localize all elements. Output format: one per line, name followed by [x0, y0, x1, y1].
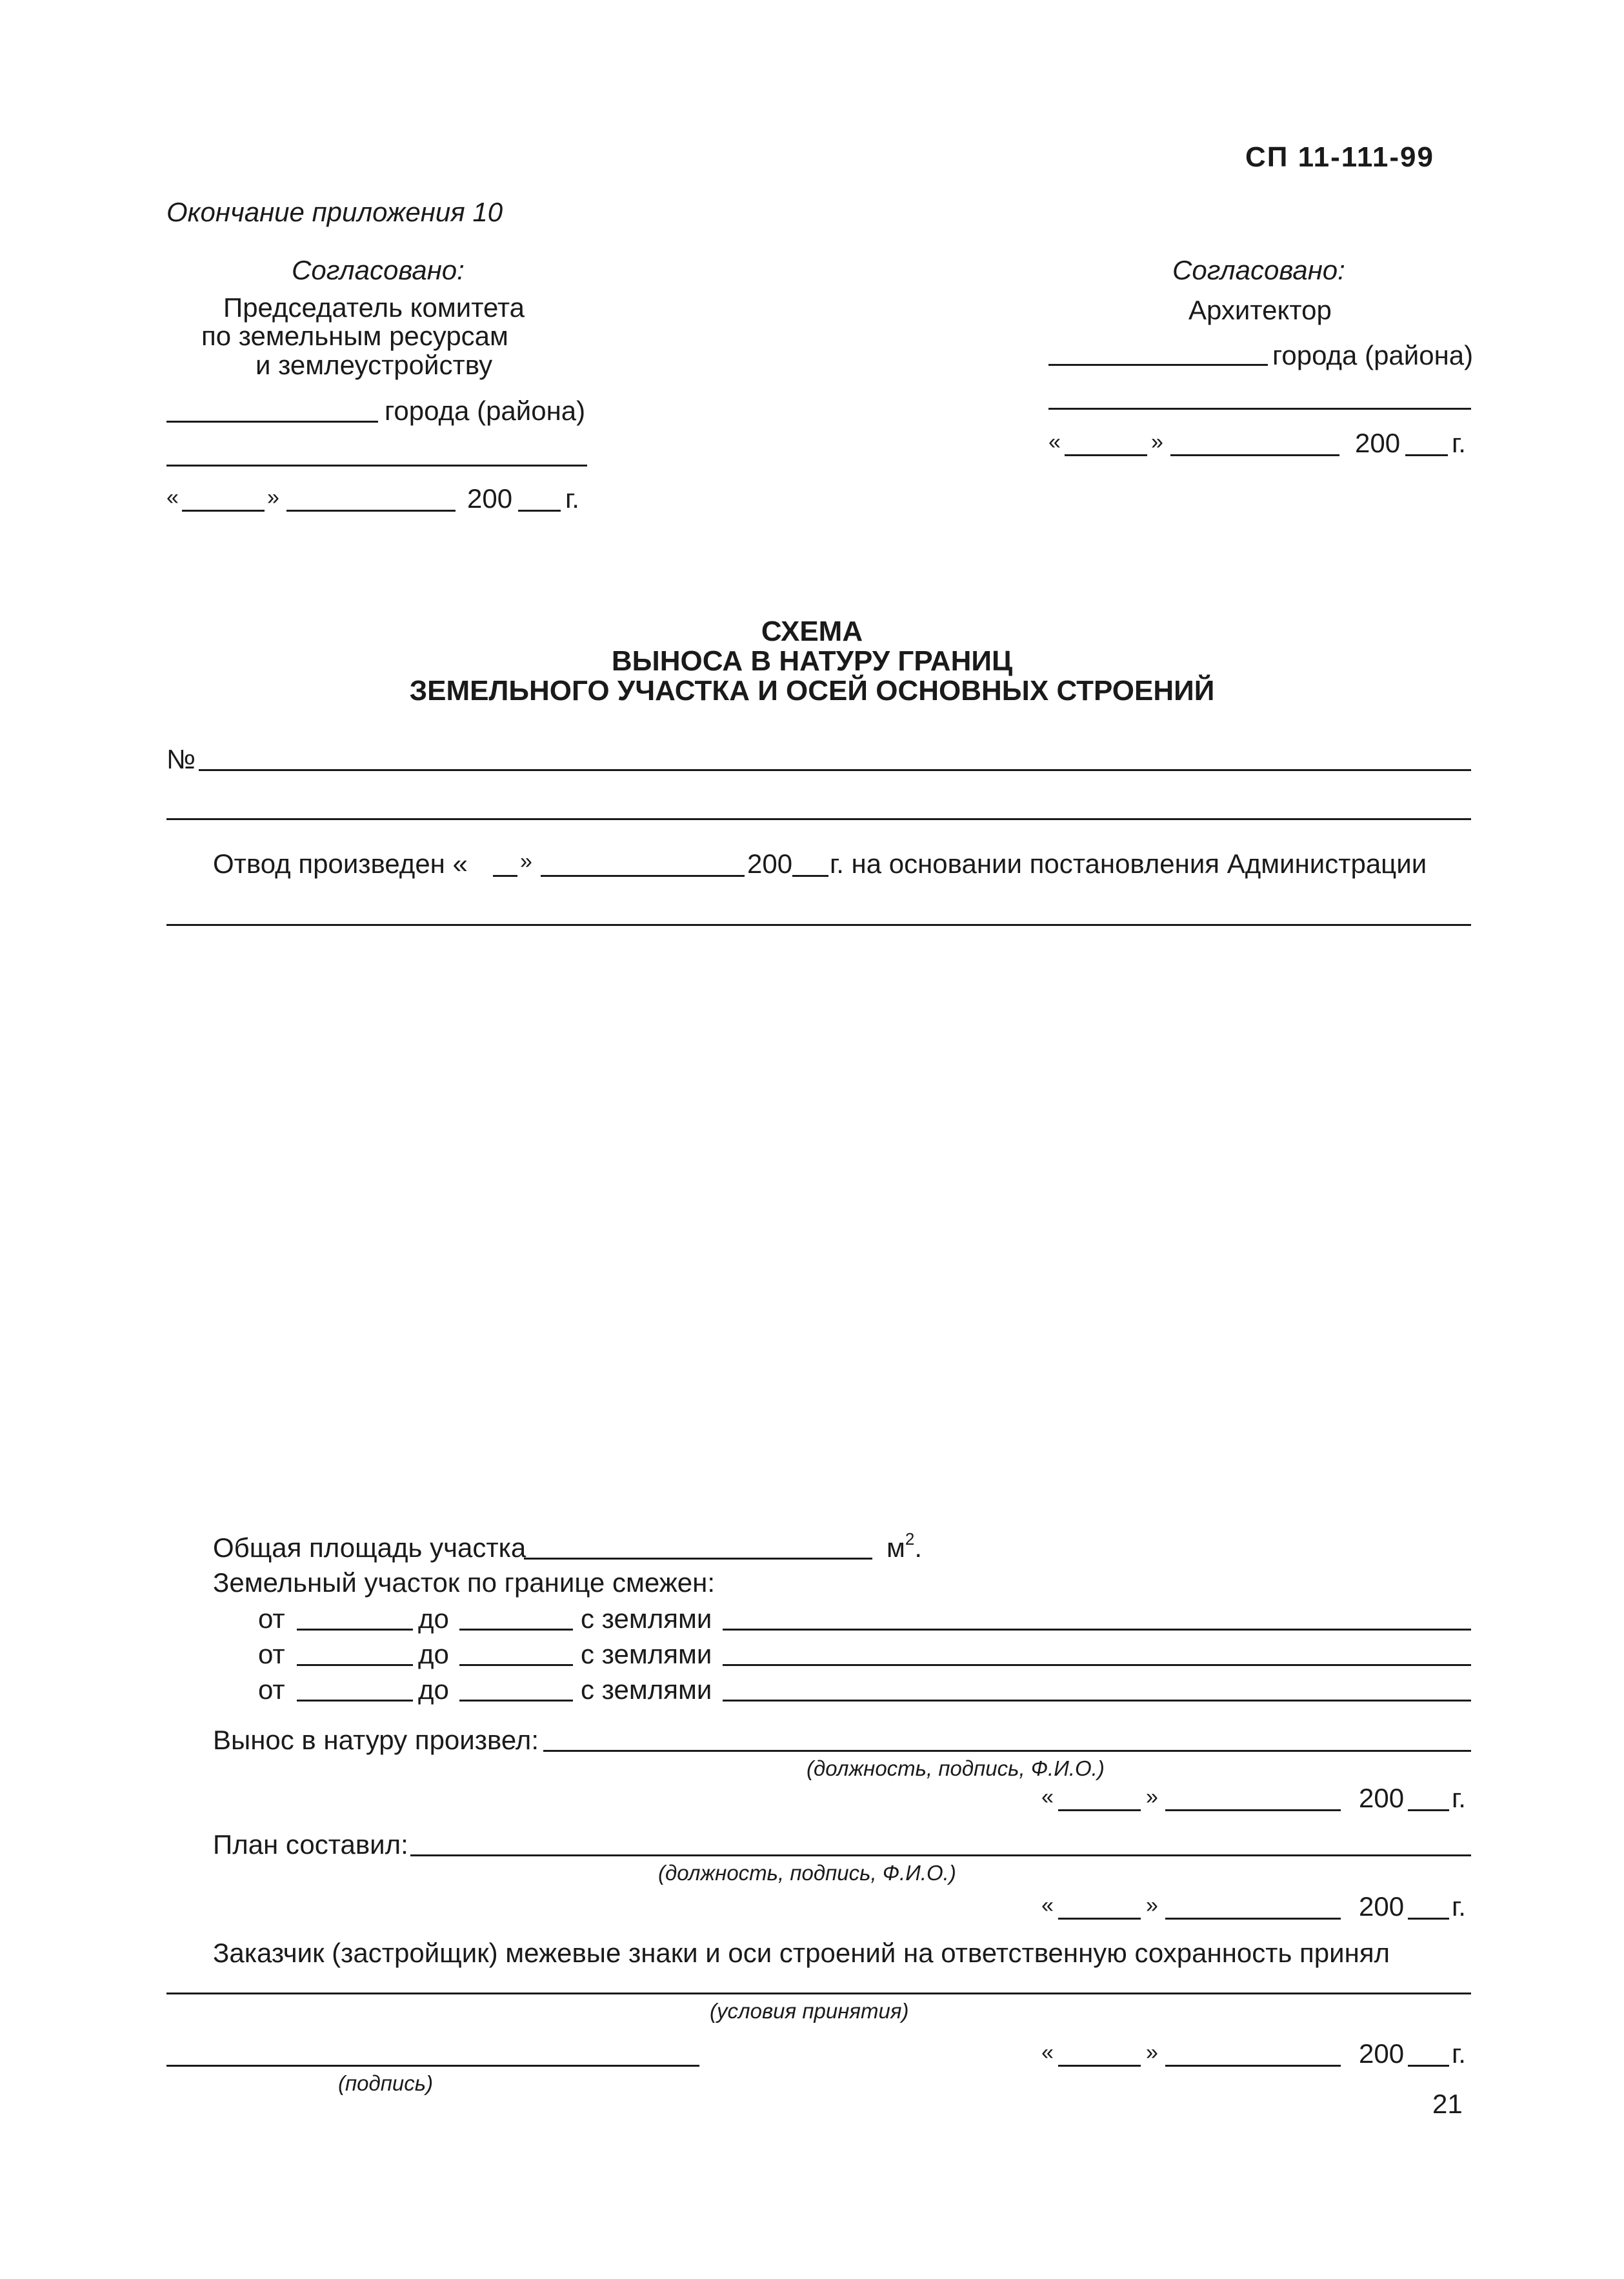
conditions-caption: (условия принятия) [710, 1999, 909, 2023]
signature-line [166, 465, 587, 467]
agreed-label: Согласовано: [1172, 255, 1345, 285]
plan-caption: (должность, подпись, Ф.И.О.) [658, 1861, 956, 1885]
staking-label: Вынос в натуру произвел: [213, 1725, 539, 1755]
with-lands-label: с землями [581, 1603, 712, 1634]
plan-signature-line [410, 1854, 1471, 1856]
signature-line [1048, 408, 1471, 410]
year-suffix: г. [1452, 1783, 1466, 1813]
from-line [297, 1629, 413, 1631]
year-suffix: г. [565, 483, 579, 514]
allotment-prefix: Отвод произведен « [213, 848, 468, 879]
scheme-drawing-area [166, 949, 1471, 1510]
month-line [286, 510, 456, 512]
with-lands-label: с землями [581, 1639, 712, 1669]
allotment-suffix: г. на основании постановления Администрации [830, 848, 1427, 879]
appendix-note: Окончание приложения 10 [166, 197, 503, 227]
document-code: СП 11-111-99 [1245, 141, 1434, 173]
to-label: до [418, 1674, 449, 1705]
to-line [459, 1629, 573, 1631]
staking-signature-line [543, 1750, 1471, 1752]
lands-line [723, 1700, 1471, 1702]
city-name-line [166, 421, 378, 423]
lands-line [723, 1664, 1471, 1666]
year-prefix: 200 [1355, 428, 1401, 458]
lands-line [723, 1629, 1471, 1631]
conditions-line [166, 1993, 1471, 1994]
plan-label: План составил: [213, 1829, 408, 1860]
day-line [1065, 454, 1147, 456]
number-label: № [166, 744, 196, 774]
allotment-year-line [792, 875, 828, 877]
year-line [518, 510, 561, 512]
with-lands-label: с землями [581, 1674, 712, 1705]
position-line: по земельным ресурсам [201, 321, 508, 351]
month-line [1165, 2065, 1341, 2067]
to-label: до [418, 1603, 449, 1634]
from-line [297, 1700, 413, 1702]
year-line [1405, 454, 1448, 456]
date-close-quote: » [1146, 2040, 1158, 2065]
adjacent-heading: Земельный участок по границе смежен: [213, 1567, 716, 1598]
date-close-quote: » [1146, 1893, 1158, 1918]
city-name-line [1048, 364, 1268, 366]
date-close-quote: » [1151, 430, 1163, 454]
position-line: и землеустройству [256, 350, 493, 380]
customer-statement: Заказчик (застройщик) межевые знаки и оси строений на ответственную сохранность принял [213, 1938, 1390, 1968]
date-open-quote: « [1041, 2040, 1054, 2065]
date-open-quote: « [1041, 1785, 1054, 1809]
to-label: до [418, 1639, 449, 1669]
from-label: от [258, 1674, 285, 1705]
date-close-quote: » [1146, 1785, 1158, 1809]
date-open-quote: « [166, 485, 179, 510]
title-line: ЗЕМЕЛЬНОГО УЧАСТКА И ОСЕЙ ОСНОВНЫХ СТРОЕНИЙ [409, 675, 1215, 707]
customer-signature-line [166, 2065, 699, 2067]
year-suffix: г. [1452, 1891, 1466, 1922]
date-open-quote: « [1048, 430, 1061, 454]
to-line [459, 1664, 573, 1666]
from-line [297, 1664, 413, 1666]
from-label: от [258, 1603, 285, 1634]
title-line: СХЕМА [761, 616, 863, 647]
area-unit [887, 1529, 923, 1563]
month-line [1165, 1918, 1341, 1920]
day-line [182, 510, 265, 512]
staking-caption: (должность, подпись, Ф.И.О.) [807, 1756, 1105, 1780]
year-suffix: г. [1452, 2038, 1466, 2069]
city-label: города (района) [385, 396, 586, 426]
year-prefix: 200 [1359, 1783, 1405, 1813]
allotment-day-line [493, 875, 517, 877]
year-line [1408, 2065, 1449, 2067]
page-number: 21 [1432, 2089, 1463, 2119]
year-prefix: 200 [1359, 2038, 1405, 2069]
year-prefix: 200 [467, 483, 513, 514]
from-label: от [258, 1639, 285, 1669]
allotment-continuation-line [166, 924, 1471, 926]
position-line: Председатель комитета [223, 292, 525, 323]
allotment-close-quote: » [520, 849, 532, 874]
area-label: Общая площадь участка [213, 1532, 526, 1563]
year-line [1408, 1918, 1449, 1920]
area-unit-end: . [914, 1532, 923, 1563]
agreed-label: Согласовано: [292, 255, 465, 285]
month-line [1165, 1809, 1341, 1811]
position-line: Архитектор [1188, 295, 1332, 325]
number-continuation-line [166, 818, 1471, 820]
year-suffix: г. [1452, 428, 1466, 458]
date-close-quote: » [267, 485, 279, 510]
day-line [1058, 2065, 1141, 2067]
day-line [1058, 1918, 1141, 1920]
allotment-month-line [541, 875, 745, 877]
allotment-year-prefix: 200 [747, 848, 793, 879]
number-line [199, 769, 1471, 771]
day-line [1058, 1809, 1141, 1811]
area-unit-power: 2 [905, 1529, 915, 1549]
document-title [0, 617, 1624, 706]
year-prefix: 200 [1359, 1891, 1405, 1922]
area-unit-base: м [887, 1532, 905, 1563]
month-line [1170, 454, 1339, 456]
year-line [1408, 1809, 1449, 1811]
area-value-line [524, 1558, 872, 1560]
signature-caption: (подпись) [338, 2071, 434, 2095]
date-open-quote: « [1041, 1893, 1054, 1918]
title-line: ВЫНОСА В НАТУРУ ГРАНИЦ [611, 645, 1013, 677]
to-line [459, 1700, 573, 1702]
city-label: города (района) [1272, 340, 1474, 370]
